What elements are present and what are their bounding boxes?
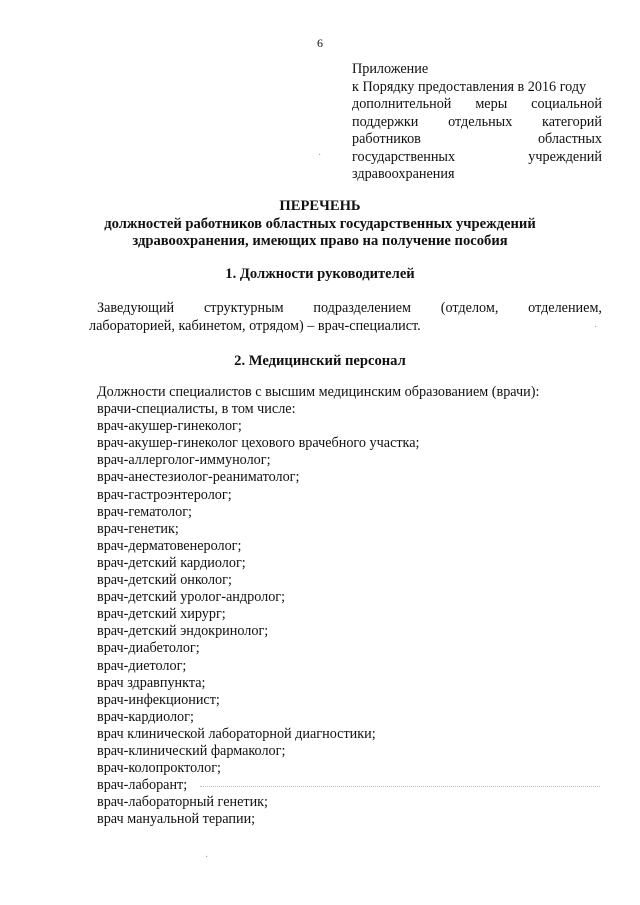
list-item: врач-детский онколог;: [97, 572, 232, 589]
section-paragraph-managers: [89, 300, 602, 335]
appendix-line: [352, 149, 602, 167]
appendix-line: к Порядку предоставления в 2016 году: [352, 78, 587, 95]
list-item: врач-аллерголог-иммунолог;: [97, 452, 271, 469]
appendix-word: меры: [475, 96, 508, 112]
list-item: врач-дерматовенеролог;: [97, 537, 242, 554]
paragraph-word: Заведующий: [97, 300, 175, 316]
appendix-line: [352, 96, 602, 114]
appendix-word: учреждений: [528, 148, 602, 165]
list-item: врач-лабораторный генетик;: [97, 794, 269, 811]
appendix-line: [352, 114, 602, 132]
list-item: врач-колопроктолог;: [97, 760, 221, 777]
list-item: врач-детский эндокринолог;: [97, 623, 269, 640]
list-item: врач-акушер-гинеколог цехового врачебного участка;: [97, 435, 420, 452]
section-heading-managers: 1. Должности руководителей: [225, 266, 415, 282]
list-item: врач-кардиолог;: [97, 708, 194, 725]
appendix-line: Приложение: [352, 61, 429, 77]
list-item: врач-детский уролог-андролог;: [97, 589, 286, 606]
paragraph-line: лабораторией, кабинетом, отрядом) – врач-специалист.: [89, 317, 421, 334]
paragraph-line: [97, 300, 602, 318]
appendix-word: категорий: [542, 113, 602, 130]
title-main: ПЕРЕЧЕНЬ: [279, 198, 361, 214]
paragraph-word: подразделением: [313, 300, 411, 316]
medical-staff-list: [97, 384, 539, 828]
list-item: врач-диетолог;: [97, 657, 187, 674]
list-item: врач-детский кардиолог;: [97, 554, 246, 571]
list-item: врач-инфекционист;: [97, 691, 220, 708]
list-item: врач-анестезиолог-реаниматолог;: [97, 469, 300, 486]
list-item: врач-диабетолог;: [97, 640, 200, 657]
appendix-word: областных: [537, 131, 602, 147]
section-heading-medical-staff: 2. Медицинский персонал: [234, 353, 406, 369]
paragraph-word: (отделом,: [440, 300, 499, 316]
paragraph-word: отделением,: [528, 300, 602, 316]
appendix-note: [352, 61, 602, 184]
list-item: врач мануальной терапии;: [97, 811, 256, 828]
scan-artifact: ·: [594, 322, 598, 333]
list-item: врач-гематолог;: [97, 503, 192, 520]
list-item: врач-генетик;: [97, 520, 179, 537]
scan-artifact: ·: [318, 150, 322, 161]
list-item: врач-гастроэнтеролог;: [97, 486, 232, 503]
appendix-word: поддержки: [352, 113, 419, 130]
list-item: врач здравпункта;: [97, 674, 206, 691]
list-item: Должности специалистов с высшим медицинским образованием (врачи):: [97, 384, 540, 400]
scan-artifact: [200, 786, 600, 788]
list-item: врач-акушер-гинеколог;: [97, 418, 242, 435]
document-title: [0, 198, 640, 251]
appendix-word: социальной: [531, 96, 602, 112]
list-item: врач-клинический фармаколог;: [97, 742, 286, 759]
appendix-word: отдельных: [448, 113, 513, 130]
list-item: врач клинической лабораторной диагностики;: [97, 725, 376, 742]
list-item: врач-лаборант;: [97, 777, 188, 794]
paragraph-word: структурным: [203, 300, 284, 316]
appendix-word: дополнительной: [352, 96, 452, 112]
scan-artifact: ·: [205, 852, 209, 863]
list-item: врачи-специалисты, в том числе:: [97, 401, 296, 418]
appendix-word: государственных: [352, 148, 456, 165]
title-subtitle-line: здравоохранения, имеющих право на получение пособия: [132, 233, 508, 249]
appendix-line: [352, 131, 602, 149]
appendix-word: работников: [352, 131, 421, 147]
list-item: врач-детский хирург;: [97, 606, 226, 623]
appendix-line: здравоохранения: [352, 166, 455, 182]
page-number: 6: [317, 36, 323, 50]
title-subtitle-line: должностей работников областных государственных учреждений: [104, 215, 536, 232]
